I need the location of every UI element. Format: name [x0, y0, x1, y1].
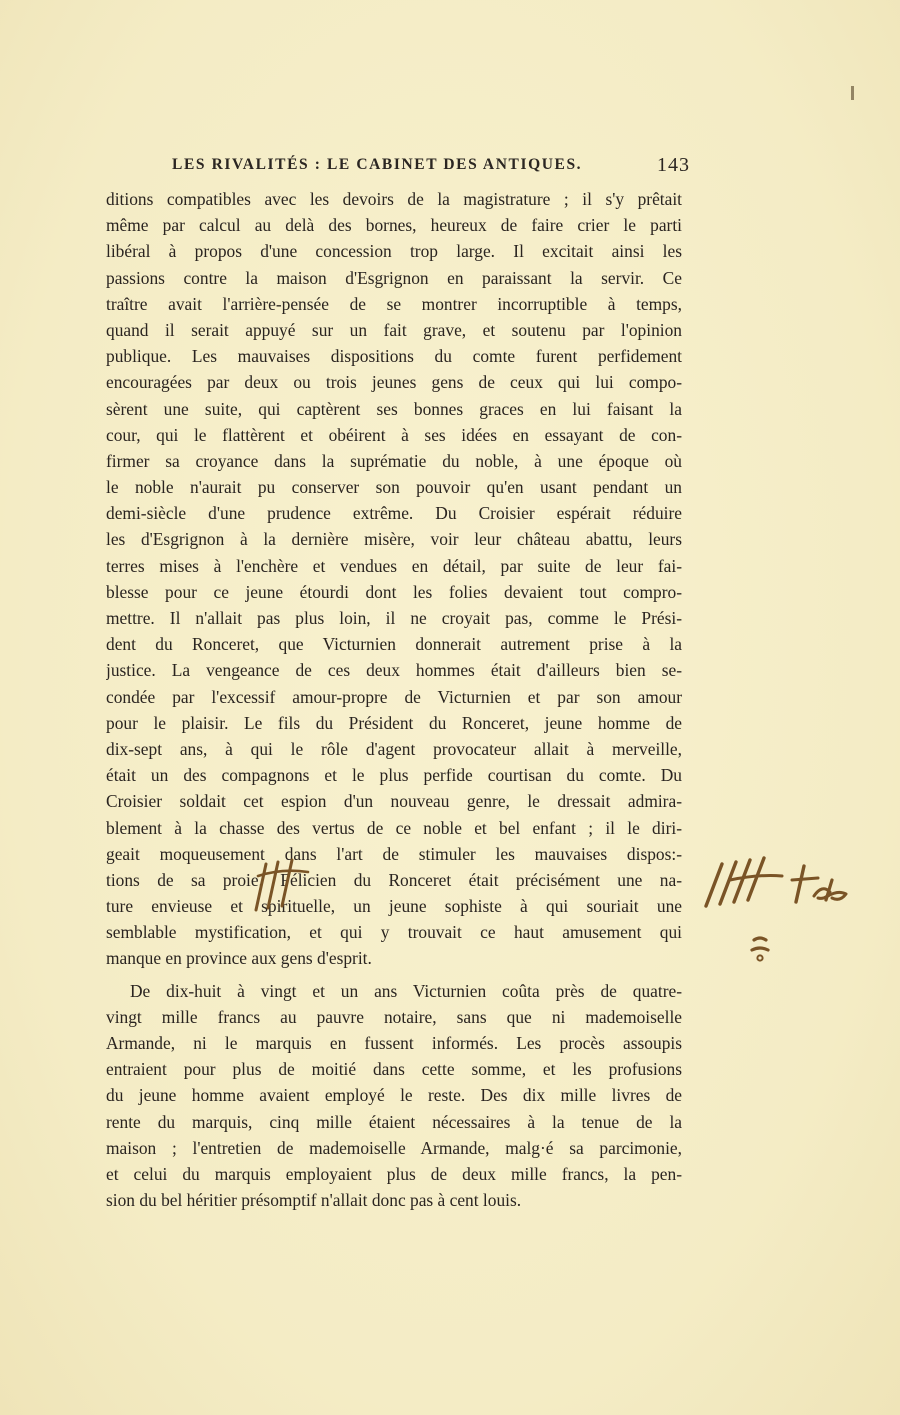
text-line: traître avait l'arrière-pensée de se montrer incorruptible à temps, [106, 293, 682, 314]
paragraph-1 [106, 186, 682, 972]
text-line: les d'Esgrignon à la dernière misère, voir leur château abattu, leurs [106, 529, 682, 550]
body-text [106, 186, 682, 1213]
text-line: encouragées par deux ou trois jeunes gens de ceux qui lui compo- [106, 372, 682, 393]
text-line: libéral à propos d'une concession trop large. Il excitait ainsi les [106, 241, 682, 262]
text-line: pour le plaisir. Le fils du Président du Ronceret, jeune homme de [106, 712, 682, 733]
text-line: publique. Les mauvaises dispositions du comte furent perfidement [106, 346, 682, 367]
edge-mark [851, 86, 854, 100]
text-line: De dix-huit à vingt et un ans Victurnien coûta près de quatre- [130, 980, 682, 1001]
text-line: dent du Ronceret, que Victurnien donnerait autrement prise à la [106, 634, 682, 655]
text-line: cour, qui le flattèrent et obéirent à ses idées en essayant de con- [106, 424, 682, 445]
text-line: demi-siècle d'une prudence extrême. Du Croisier espérait réduire [106, 503, 682, 524]
text-line: et celui du marquis employaient plus de deux mille francs, la pen- [106, 1163, 682, 1184]
text-line: sèrent une suite, qui captèrent ses bonnes graces en lui faisant la [106, 398, 682, 419]
text-line: terres mises à l'enchère et vendues en détail, par suite de leur fai- [106, 555, 682, 576]
text-line: manque en province aux gens d'esprit. [106, 948, 372, 969]
text-line: même par calcul au delà des bornes, heureux de faire crier le parti [106, 215, 682, 236]
text-line: ditions compatibles avec les devoirs de la magistrature ; il s'y prêtait [106, 189, 682, 209]
text-line: sion du bel héritier présomptif n'allait donc pas à cent louis. [106, 1190, 522, 1211]
handwritten-inline-mark-icon [252, 856, 312, 916]
handwritten-margin-note-icon [700, 840, 870, 980]
text-line: blesse pour ce jeune étourdi dont les folies devaient tout compro- [106, 581, 682, 602]
text-line: semblable mystification, et qui y trouvait ce haut amusement qui [106, 922, 682, 943]
text-line: était un des compagnons et le plus perfide courtisan du comte. Du [106, 765, 682, 786]
text-line: tions de sa proie. Félicien du Ronceret était précisément une na- [106, 869, 682, 890]
running-title: LES RIVALITÉS : LE CABINET DES ANTIQUES. [172, 156, 583, 173]
text-line: quand il serait appuyé sur un fait grave, et soutenu par l'opinion [106, 319, 682, 340]
running-head [172, 156, 690, 182]
text-line: maison ; l'entretien de mademoiselle Armande, malg·é sa parcimonie, [106, 1137, 682, 1158]
text-line: rente du marquis, cinq mille étaient nécessaires à la tenue de la [106, 1111, 682, 1132]
paragraph-2 [106, 978, 682, 1214]
text-line: du jeune homme avaient employé le reste. Des dix mille livres de [106, 1085, 682, 1106]
text-line: blement à la chasse des vertus de ce noble et bel enfant ; il le diri- [106, 817, 682, 838]
text-line: condée par l'excessif amour-propre de Victurnien et par son amour [106, 686, 682, 707]
text-line: le noble n'aurait pu conserver son pouvoir qu'en usant pendant un [106, 477, 682, 498]
text-line: geait moqueusement dans l'art de stimuler les mauvaises dispos:- [106, 843, 682, 864]
text-line: mettre. Il n'allait pas plus loin, il ne croyait pas, comme le Prési- [106, 608, 682, 628]
text-line: vingt mille francs au pauvre notaire, sans que ni mademoiselle [106, 1006, 682, 1027]
text-line: Croisier soldait cet espion d'un nouveau genre, le dressait admira- [106, 791, 682, 812]
text-line: firmer sa croyance dans la suprématie du noble, à une époque où [106, 450, 682, 471]
text-line: passions contre la maison d'Esgrignon en paraissant la servir. Ce [106, 267, 682, 288]
text-line: dix-sept ans, à qui le rôle d'agent provocateur allait à merveille, [106, 738, 682, 759]
text-line: ture envieuse et spirituelle, un jeune sophiste à qui souriait une [106, 896, 682, 917]
text-line: justice. La vengeance de ces deux hommes était d'ailleurs bien se- [106, 660, 682, 681]
text-line: entraient pour plus de moitié dans cette somme, et les profusions [106, 1059, 682, 1080]
page-number: 143 [657, 154, 690, 176]
text-line: Armande, ni le marquis en fussent informés. Les procès assoupis [106, 1033, 682, 1053]
